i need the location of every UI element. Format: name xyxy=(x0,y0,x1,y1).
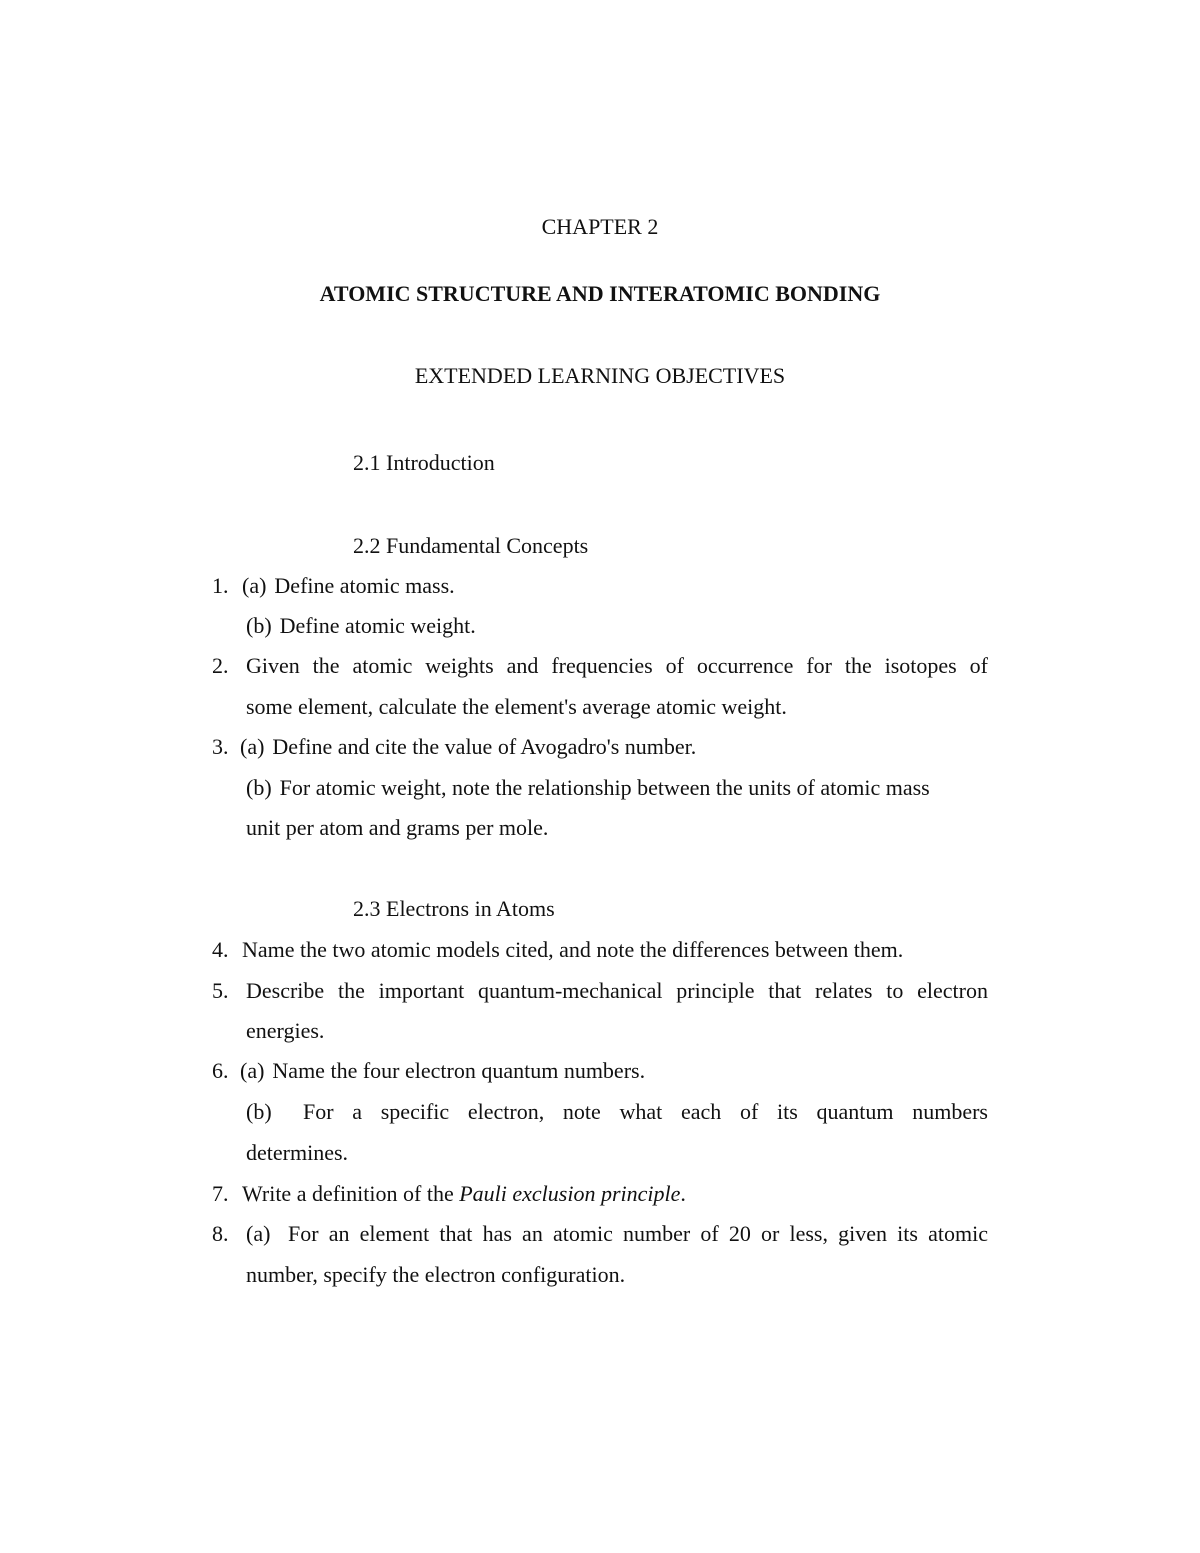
item-text-8a-line-2: number, specify the electron configuration. xyxy=(246,1262,626,1287)
item-text-1b: Define atomic weight. xyxy=(279,613,476,638)
section-heading-2-3: 2.3 Electrons in Atoms xyxy=(353,896,555,921)
section-heading-2-1: 2.1 Introduction xyxy=(353,450,495,475)
item-text-1a: Define atomic mass. xyxy=(274,573,455,598)
item-text-5-line-2: energies. xyxy=(246,1018,325,1043)
item-number-2: 2. xyxy=(212,653,229,678)
item-text-7-pre: Write a definition of the xyxy=(242,1181,460,1206)
item-label-1a: (a) xyxy=(242,573,267,598)
item-label-6a: (a) xyxy=(240,1058,265,1083)
item-text-6a: Name the four electron quantum numbers. xyxy=(272,1058,646,1083)
list-item-8a xyxy=(246,1219,988,1249)
item-label-3a: (a) xyxy=(240,734,265,759)
item-text-8a-line-1: For an element that has an atomic number of 20 or less, given its atomic xyxy=(288,1221,988,1246)
item-number-5: 5. xyxy=(212,978,229,1003)
item-text-6b-line-1: For a specific electron, note what each of its quantum numbers xyxy=(303,1099,988,1124)
list-item-6b xyxy=(246,1097,988,1127)
chapter-heading: CHAPTER 2 xyxy=(541,214,659,239)
item-number-6: 6. xyxy=(212,1058,229,1083)
item-text-6b-line-2: determines. xyxy=(246,1140,349,1165)
list-item-3b xyxy=(246,773,988,803)
item-label-1b: (b) xyxy=(246,613,272,638)
section-heading-2-2: 2.2 Fundamental Concepts xyxy=(353,533,589,558)
item-number-8: 8. xyxy=(212,1221,229,1246)
item-number-1: 1. xyxy=(212,573,229,598)
list-item-6a xyxy=(240,1056,645,1086)
list-item-7 xyxy=(242,1179,686,1209)
item-text-2-line-2: some element, calculate the element's average atomic weight. xyxy=(246,694,787,719)
item-text-5-line-1: Describe the important quantum-mechanical principle that relates to electron xyxy=(246,978,988,1003)
item-label-8a: (a) xyxy=(246,1221,271,1246)
item-text-3b-line-2: unit per atom and grams per mole. xyxy=(246,815,549,840)
list-item-1b xyxy=(246,611,476,641)
item-number-4: 4. xyxy=(212,937,229,962)
item-number-3: 3. xyxy=(212,734,229,759)
item-text-3b-line-1: For atomic weight, note the relationship between the units of atomic mass xyxy=(279,775,930,800)
item-text-3a: Define and cite the value of Avogadro's number. xyxy=(272,734,697,759)
list-item-1a xyxy=(242,571,455,601)
item-text-4: Name the two atomic models cited, and note the differences between them. xyxy=(242,937,904,962)
item-text-2-line-1: Given the atomic weights and frequencies of occurrence for the isotopes of xyxy=(246,653,988,678)
item-text-7-post: . xyxy=(680,1181,686,1206)
objectives-heading: EXTENDED LEARNING OBJECTIVES xyxy=(414,363,786,388)
item-number-7: 7. xyxy=(212,1181,229,1206)
chapter-title: ATOMIC STRUCTURE AND INTERATOMIC BONDING xyxy=(319,281,881,306)
pauli-exclusion-principle-term: Pauli exclusion principle xyxy=(459,1181,681,1206)
item-label-3b: (b) xyxy=(246,775,272,800)
item-label-6b: (b) xyxy=(246,1099,272,1124)
list-item-3a xyxy=(240,732,696,762)
